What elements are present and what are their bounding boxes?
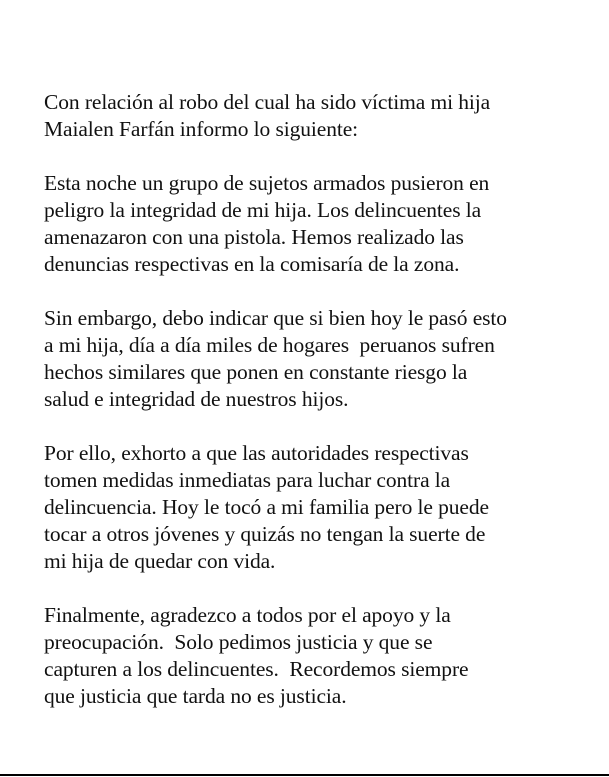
paragraph-closing (44, 602, 604, 710)
paragraph-incident (44, 170, 604, 278)
paragraph-intro (44, 89, 604, 143)
statement-document (44, 89, 604, 737)
text-line: peligro la integridad de mi hija. Los delincuentes la (44, 198, 482, 222)
paragraph-context (44, 305, 604, 413)
text-line: salud e integridad de nuestros hijos. (44, 387, 349, 411)
text-line: denuncias respectivas en la comisaría de la zona. (44, 252, 460, 276)
text-line: capturen a los delincuentes. Recordemos siempre (44, 657, 469, 681)
text-line: Esta noche un grupo de sujetos armados pusieron en (44, 171, 490, 195)
text-line: amenazaron con una pistola. Hemos realizado las (44, 225, 464, 249)
text-line: preocupación. Solo pedimos justicia y que se (44, 630, 433, 654)
text-line: Con relación al robo del cual ha sido víctima mi hija (44, 90, 491, 114)
text-line: Sin embargo, debo indicar que si bien hoy le pasó esto (44, 306, 507, 330)
text-line: hechos similares que ponen en constante riesgo la (44, 360, 468, 384)
text-line: Por ello, exhorto a que las autoridades respectivas (44, 441, 469, 465)
text-line: Finalmente, agradezco a todos por el apoyo y la (44, 603, 451, 627)
text-line: mi hija de quedar con vida. (44, 549, 276, 573)
text-line: a mi hija, día a día miles de hogares peruanos sufren (44, 333, 495, 357)
text-line: tocar a otros jóvenes y quizás no tengan la suerte de (44, 522, 486, 546)
text-line: Maialen Farfán informo lo siguiente: (44, 117, 359, 141)
text-line: delincuencia. Hoy le tocó a mi familia pero le puede (44, 495, 489, 519)
paragraph-appeal (44, 440, 604, 575)
bottom-divider (0, 774, 609, 776)
text-line: tomen medidas inmediatas para luchar contra la (44, 468, 451, 492)
text-line: que justicia que tarda no es justicia. (44, 684, 347, 708)
